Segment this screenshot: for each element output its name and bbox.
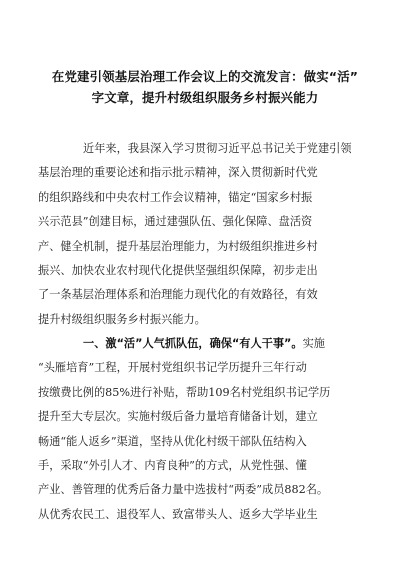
text-line: 产、健全机制，提升基层治理能力，为村级组织推进乡村 bbox=[38, 239, 318, 253]
title-line-1: 在党建引领基层治理工作会议上的交流发言：做实“活” bbox=[51, 69, 359, 84]
text-line: 按缴费比例的85%进行补贴，帮助109名村党组织书记学历 bbox=[38, 385, 331, 399]
text-line: 提升至大专层次。实施村级后备力量培育储备计划，建立 bbox=[38, 410, 318, 424]
text-line: 畅通“能人返乡”渠道，坚持从优化村级干部队伍结构入 bbox=[38, 434, 307, 448]
text-line: 近年来，我县深入学习贯彻习近平总书记关于党建引领 bbox=[83, 142, 352, 155]
text-line: 兴示范县”创建目标，通过建强队伍、强化保障、盘活资 bbox=[38, 215, 313, 229]
text-line: 的组织路线和中央农村工作会议精神，锚定“国家乡村振 bbox=[38, 190, 313, 204]
heading-tail: 实施 bbox=[302, 337, 325, 350]
text-line: 手，采取“外引人才、内育良种”的方式，从党性强、懂 bbox=[38, 458, 307, 472]
text-line: 了一条基层治理体系和治理能力现代化的有效路径，有效 bbox=[38, 288, 318, 302]
text-line: “头雁培育”工程，开展村党组织书记学历提升三年行动 bbox=[38, 361, 307, 375]
text-line: 提升村级组织服务乡村振兴能力。 bbox=[38, 312, 206, 326]
text-line: 产业、善管理的优秀后备力量中选拔村“两委”成员882名。 bbox=[38, 483, 329, 497]
intro-paragraph bbox=[38, 137, 352, 332]
section-heading: 一、激“活”人气抓队伍，确保“有人干事”。 bbox=[83, 337, 303, 350]
section-one-paragraph bbox=[38, 332, 352, 527]
title-line-2: 字文章，提升村级组织服务乡村振兴能力 bbox=[91, 90, 319, 105]
section-heading-line bbox=[61, 332, 352, 356]
text-line: 振兴、加快农业农村现代化提供坚强组织保障，初步走出 bbox=[38, 263, 318, 277]
document-title bbox=[40, 66, 370, 108]
text-line: 基层治理的重要论述和指示批示精神，深入贯彻新时代党 bbox=[38, 166, 318, 180]
text-line: 从优秀农民工、退役军人、致富带头人、返乡大学毕业生 bbox=[38, 507, 318, 521]
